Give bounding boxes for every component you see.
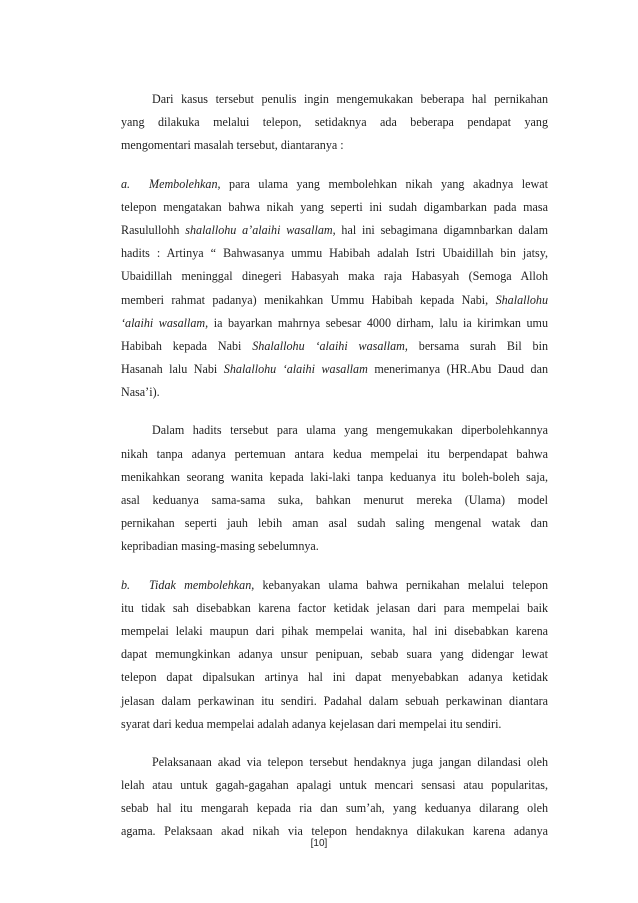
italic-text: Shalallohu ‘alaihi wasallam, [252, 338, 408, 353]
text-line: agama. Pelaksaan akad nikah via telepon hendaknya dilakukan karena adanya [121, 824, 548, 839]
text-run: bersama surah Bil bin [407, 338, 548, 353]
text-run: memberi rahmat padanya) menikahkan Ummu Habibah kepada Nabi, [121, 292, 496, 307]
list-marker: b. [121, 577, 131, 592]
text-line: menikahkan seorang wanita kepada laki-laki tanpa keduanya itu boleh-boleh saja, [121, 469, 548, 484]
text-run: menerimanya (HR.Abu Daud dan [367, 362, 548, 377]
text-run: dapat memungkinkan adanya unsur penipuan, sebab suara yang didengar lewat [121, 647, 548, 662]
text-line: yang dilakuka melalui telepon, setidaknya ada beberapa pendapat yang [121, 115, 548, 130]
text-run: Ubaidillah meninggal dinegeri Habasyah maka raja Habasyah (Semoga Alloh [121, 269, 548, 284]
text-run: itu tidak sah disebabkan karena factor ketidak jelasan dari para mempelai baik [121, 600, 548, 615]
paragraph-intro [121, 88, 548, 158]
text-line [121, 173, 548, 196]
text-line: sebab hal itu mengarah kepada ria dan sum’ah, yang keduanya dilarang oleh [121, 801, 548, 816]
text-line [121, 643, 548, 666]
italic-text: Membolehkan, [149, 176, 221, 191]
list-item-a [121, 173, 548, 405]
text-run: Rasulullohh [121, 222, 186, 237]
text-line: lelah atau untuk gagah-gagahan apalagi untuk mencari sensasi atau popularitas, [121, 778, 548, 793]
text-line [121, 574, 548, 597]
text-line [121, 289, 548, 312]
text-run: Hasanah lalu Nabi [121, 362, 224, 377]
text-run: hadits : Artinya “ Bahwasanya ummu Habibah adalah Istri Ubaidillah bin jatsy, [121, 246, 548, 261]
text-line [121, 597, 548, 620]
text-run: mempelai lelaki maupun dari pihak mempelai wanita, hal ini disebabkan karena [121, 623, 548, 638]
text-run: para ulama yang membolehkan nikah yang akadnya lewat [220, 176, 548, 191]
text-line [121, 666, 548, 689]
paragraph-hadits [121, 419, 548, 558]
italic-text: Shalallohu ‘alaihi wasallam [223, 362, 368, 377]
text-run: kebanyakan ulama bahwa pernikahan melalui telepon [254, 577, 548, 592]
text-line [121, 690, 548, 713]
text-run: telepon dapat dipalsukan artinya hal ini dapat menyebabkan adanya ketidak [121, 670, 548, 685]
text-run: hal ini sebagimana digamnbarkan dalam [335, 222, 548, 237]
text-line [121, 312, 548, 335]
text-run: Nasa’i). [121, 385, 160, 400]
text-line [121, 196, 548, 219]
paragraph-pelaksanaan [121, 751, 548, 844]
text-line [121, 242, 548, 265]
text-line: mengomentari masalah tersebut, diantaranya : [121, 138, 344, 153]
text-run: jelasan dalam perkawinan itu sendiri. Padahal dalam sebuah perkawinan diantara [121, 693, 548, 708]
text-line [121, 265, 548, 288]
text-line [121, 219, 548, 242]
text-run: ia bayarkan mahrnya sebesar 4000 dirham, lalu ia kirimkan umu [208, 315, 548, 330]
text-line: nikah tanpa adanya pertemuan antara kedua mempelai itu berpendapat bahwa [121, 446, 548, 461]
list-marker: a. [121, 176, 131, 191]
text-line [121, 713, 548, 736]
text-line [121, 358, 548, 381]
italic-text: ‘alaihi wasallam, [121, 315, 209, 330]
text-line: Dalam hadits tersebut para ulama yang mengemukakan diperbolehkannya [152, 423, 548, 438]
text-line: asal keduanya sama-sama suka, bahkan menurut mereka (Ulama) model [121, 493, 548, 507]
text-run: telepon mengatakan bahwa nikah yang seperti ini sudah digambarkan pada masa [121, 199, 548, 214]
text-line: pernikahan seperti jauh lebih aman asal sudah saling mengenal watak dan [121, 516, 548, 531]
text-line [121, 335, 548, 358]
italic-text: Shalallohu [495, 292, 548, 307]
text-line [121, 381, 548, 404]
text-run: Habibah kepada Nabi [121, 338, 253, 353]
list-item-b [121, 574, 548, 736]
text-line [121, 620, 548, 643]
page-number: [10] [310, 838, 328, 849]
text-line: Dari kasus tersebut penulis ingin mengemukakan beberapa hal pernikahan [152, 92, 548, 106]
text-run: syarat dari kedua mempelai adalah adanya kejelasan dari mempelai itu sendiri. [121, 716, 502, 731]
italic-text: shalallohu a’alaihi wasallam, [185, 222, 336, 237]
text-line: Pelaksanaan akad via telepon tersebut hendaknya juga jangan dilandasi oleh [152, 754, 548, 769]
text-line: kepribadian masing-masing sebelumnya. [121, 539, 319, 554]
document-body [121, 88, 548, 859]
italic-text: Tidak membolehkan, [149, 577, 255, 592]
